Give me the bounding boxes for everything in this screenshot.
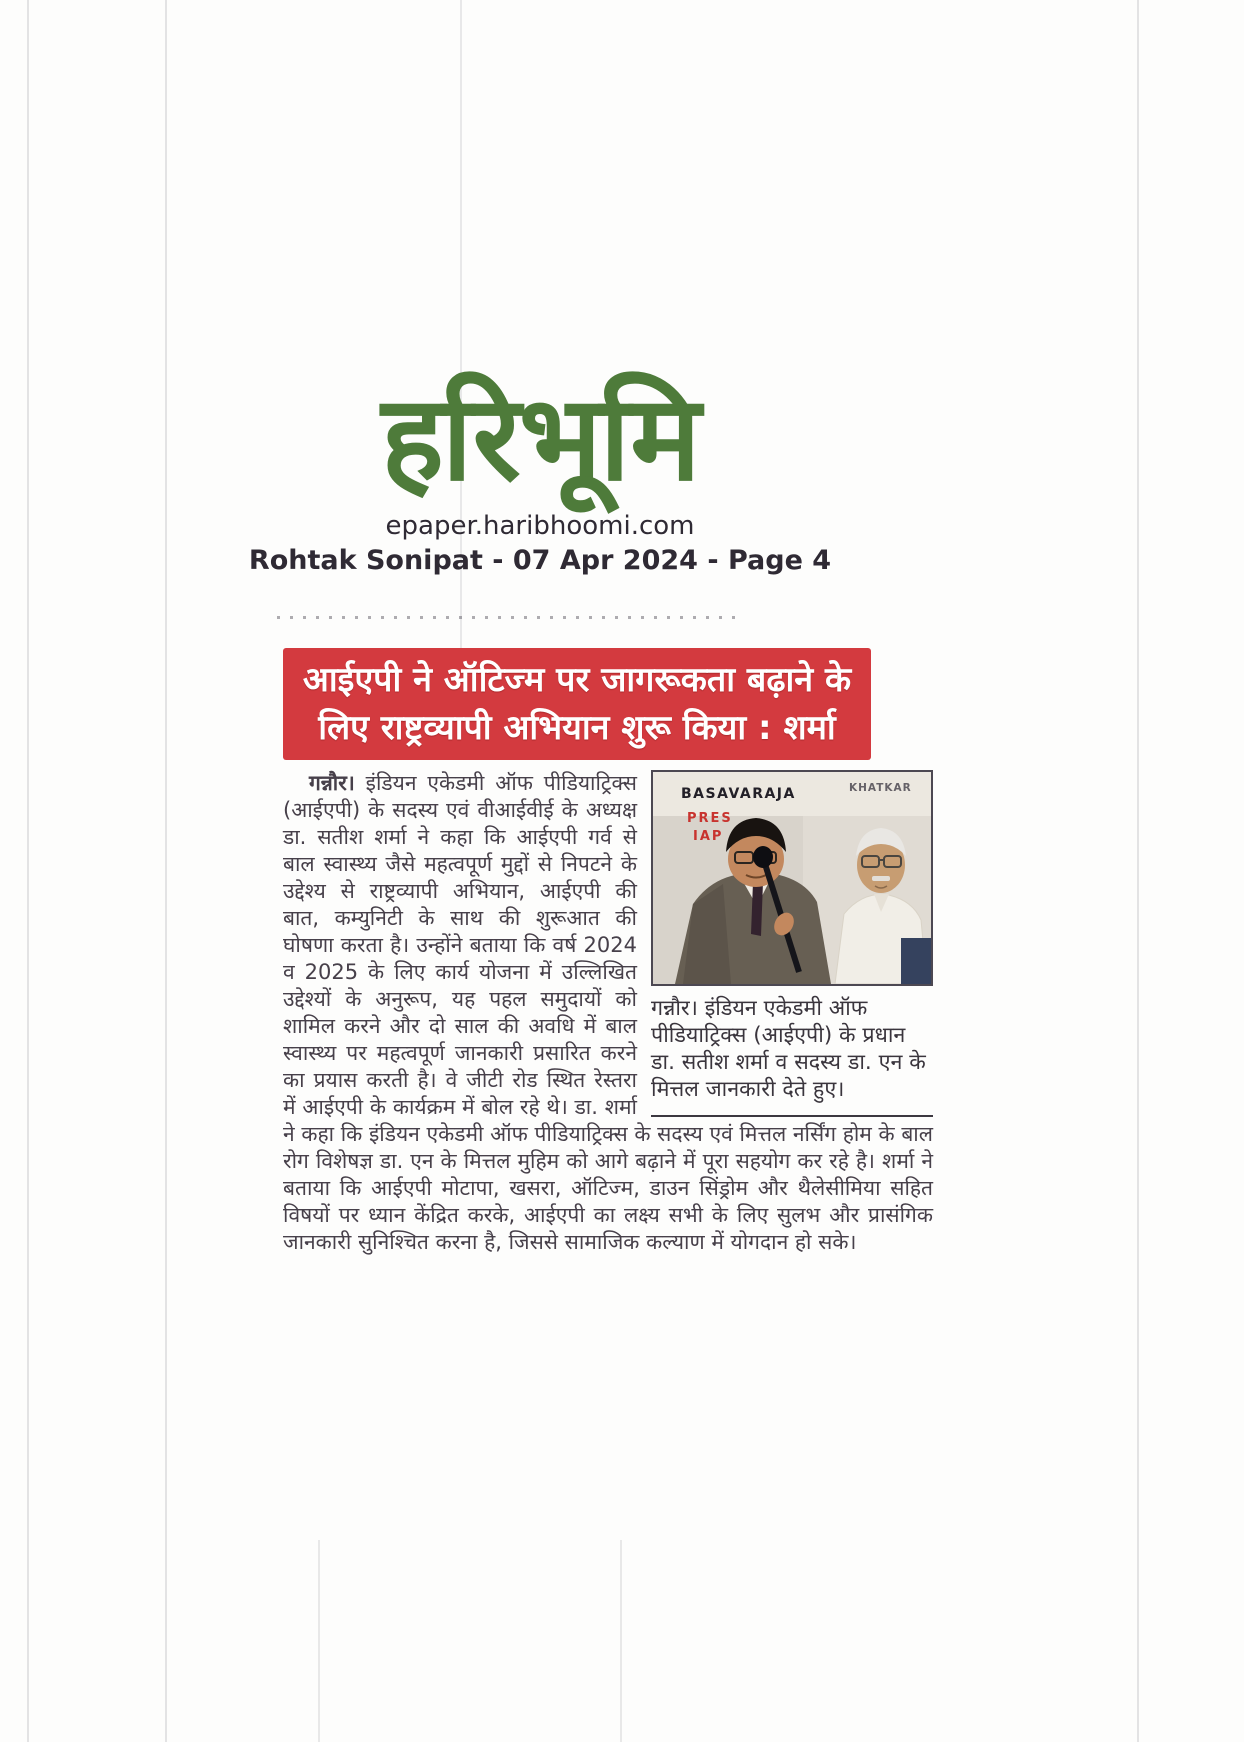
photo-caption: गन्नौर। इंडियन एकेडमी ऑफ पीडियाट्रिक्स (आईएपी) के प्रधान डा. सतीश शर्मा व सदस्य डा. एन के मित्तल जानकारी देते हुए। bbox=[651, 996, 926, 1102]
caption-divider bbox=[651, 1115, 933, 1117]
newspaper-logo: हरिभूमि bbox=[381, 369, 699, 507]
photo-block bbox=[651, 770, 933, 1117]
press-photo bbox=[651, 770, 933, 986]
chair-corner bbox=[901, 938, 931, 984]
banner-text-right: KHATKAR bbox=[849, 782, 912, 794]
scan-artifact-line bbox=[1137, 0, 1139, 1742]
banner-text-left: BASAVARAJA bbox=[681, 786, 796, 802]
article-dateline: गन्नौर। bbox=[309, 771, 355, 795]
scan-artifact-line bbox=[318, 1540, 320, 1742]
headline-line-2: लिए राष्ट्रव्यापी अभियान शुरू किया : शर्मा bbox=[318, 708, 836, 748]
scan-artifact-line bbox=[165, 0, 167, 1742]
article-text: इंडियन एकेडमी ऑफ पीडियाट्रिक्स (आईएपी) के सदस्य एवं वीआईवीई के अध्यक्ष डा. सतीश शर्मा ने कहा कि आईएपी गर्व से बाल स्वास्थ्य जैसे महत्वपूर्ण मुद्दों से निपटने के उद्देश्य से राष्ट्रव्यापी अभियान, आईएपी की बात, कम्युनिटी के साथ की शुरूआत की घोषणा करता है। उन्होंने बताया कि वर्ष 2024 व 2025 के लिए कार्य योजना में उल्लिखित उद्देश्यों के अनुरूप, यह पहल समुदायों को शामिल करने और दो साल की अवधि में बाल स्वास्थ्य पर महत्वपूर्ण जानकारी प्रसारित करने का प्रयास करती है। वे जीटी रोड स्थित रेस्तरा में आईएपी के कार्यक्रम में बोल रहे थे। डा. शर्मा ने कहा कि इंडियन एकेडमी ऑफ पीडियाट्रिक्स के सदस्य एवं मित्तल नर्सिंग होम के बाल रोग विशेषज्ञ डा. एन के मित्तल मुहिम को आगे बढ़ाने में पूरा सहयोग कर रहे है। शर्मा ने बताया कि आईएपी मोटापा, खसरा, ऑटिज्म, डाउन सिंड्रोम और थैलेसीमिया सहित विषयों पर ध्यान केंद्रित करके, आईएपी का लक्ष्य सभी के लिए सुलभ और प्रासंगिक जानकारी सुनिश्चित करना है, जिससे सामाजिक कल्याण में योगदान हो सके। bbox=[283, 771, 933, 1254]
banner-red-text-1: PRES bbox=[687, 811, 733, 826]
scan-artifact-line bbox=[27, 0, 29, 1742]
masthead-block bbox=[240, 368, 840, 578]
headline-line-1: आईएपी ने ऑटिज्म पर जागरूकता बढ़ाने के bbox=[302, 660, 852, 700]
epaper-url: epaper.haribhoomi.com bbox=[385, 511, 695, 541]
scan-artifact-line bbox=[620, 1540, 622, 1742]
edition-dateline: Rohtak Sonipat - 07 Apr 2024 - Page 4 bbox=[248, 545, 832, 576]
article-body bbox=[283, 770, 933, 1256]
scan-artifact-dots bbox=[277, 616, 739, 619]
banner-red-text-2: IAP bbox=[693, 829, 724, 844]
headline-banner bbox=[283, 648, 871, 760]
